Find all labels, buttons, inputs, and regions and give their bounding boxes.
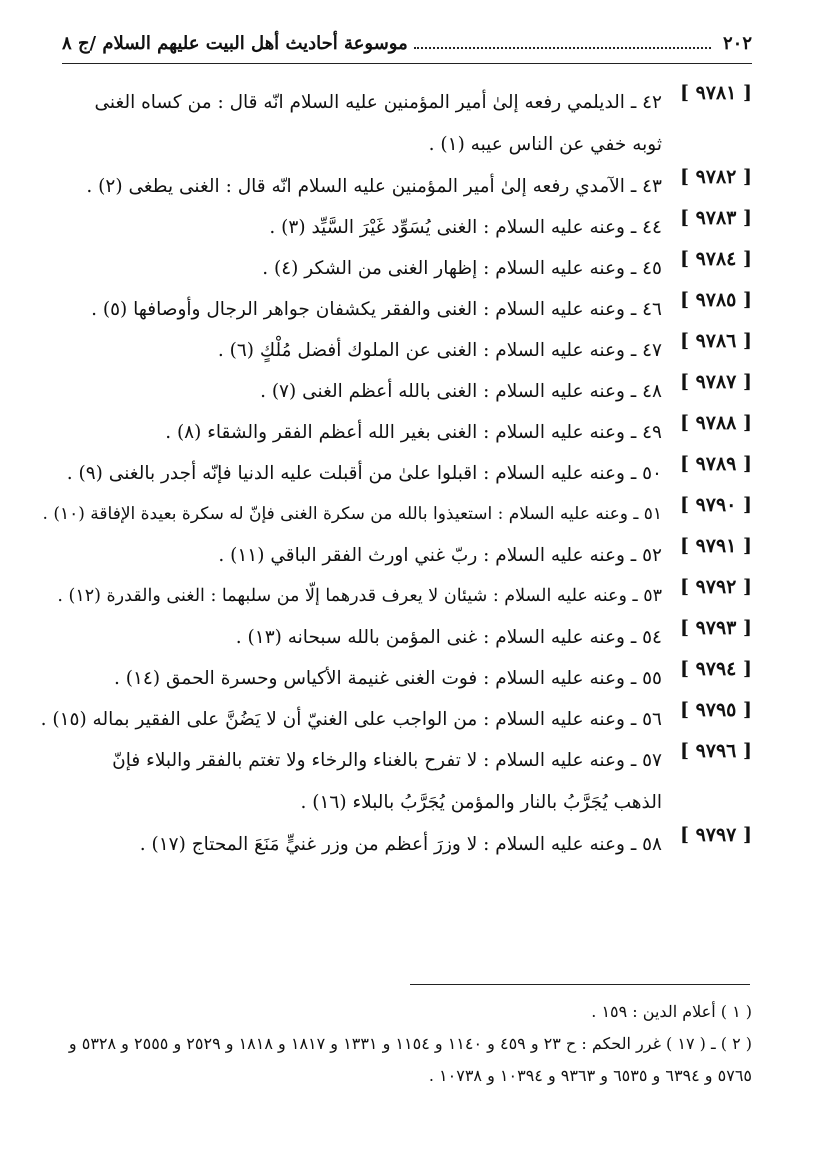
- hadith-number: [ ٩٧٩٣ ]: [679, 617, 752, 639]
- hadith-number: [ ٩٧٨٢ ]: [679, 166, 752, 188]
- hadith-text: ٤٨ ـ وعنه عليه السلام : الغنى بالله أعظم الغنى (٧) .: [260, 381, 662, 402]
- hadith-entry: [62, 535, 752, 576]
- hadith-list: [40, 82, 752, 865]
- hadith-number: [ ٩٧٨٩ ]: [679, 453, 752, 475]
- hadith-number: [ ٩٧٨٣ ]: [679, 207, 752, 229]
- hadith-text: ٤٥ ـ وعنه عليه السلام : إظهار الغنى من الشكر (٤) .: [262, 258, 662, 279]
- hadith-text: ٥٨ ـ وعنه عليه السلام : لا وزرَ أعظم من وزر غنيٍّ مَنَعَ المحتاج (١٧) .: [139, 834, 662, 855]
- hadith-entry: [62, 412, 752, 453]
- hadith-text: ٤٦ ـ وعنه عليه السلام : الغنى والفقر يكشفان جواهر الرجال وأوصافها (٥) .: [91, 299, 662, 320]
- hadith-text: ٥٤ ـ وعنه عليه السلام : غنى المؤمن بالله سبحانه (١٣) .: [235, 627, 662, 648]
- hadith-entry: [62, 740, 752, 824]
- hadith-number: [ ٩٧٩٠ ]: [679, 494, 752, 516]
- hadith-number: [ ٩٧٨١ ]: [679, 82, 752, 104]
- hadith-entry: [62, 207, 752, 248]
- hadith-text: ٥٢ ـ وعنه عليه السلام : ربّ غني اورث الفقر الباقي (١١) .: [218, 545, 662, 566]
- hadith-text: ٥٧ ـ وعنه عليه السلام : لا تفرح بالغناء والرخاء ولا تغتم بالفقر والبلاء فإنّ الذهب يُجَرَّبُ بالنار والمؤمن يُجَرَّبُ بالبلاء (١٦) .: [112, 750, 662, 813]
- running-title: موسوعة أحاديث أهل البيت عليهم السلام /ج ٨: [62, 32, 408, 54]
- hadith-entry: [62, 166, 752, 207]
- hadith-text: ٥٦ ـ وعنه عليه السلام : من الواجب على الغنيّ أن لا يَضُنَّ على الفقير بماله (١٥) .: [40, 709, 662, 730]
- hadith-entry: [62, 617, 752, 658]
- hadith-entry: [62, 658, 752, 699]
- hadith-text: ٥١ ـ وعنه عليه السلام : استعيذوا بالله من سكرة الغنى فإنّ له سكرة بعيدة الإفاقة (١٠) .: [42, 504, 662, 524]
- hadith-text: ٤٤ ـ وعنه عليه السلام : الغنى يُسَوِّد غَيْرَ السَّيِّد (٣) .: [269, 217, 662, 238]
- page-header: [62, 26, 752, 60]
- hadith-entry: [62, 453, 752, 494]
- footnote: ( ٢ ) ـ ( ١٧ ) غرر الحكم : ح ٢٣ و ٤٥٩ و ١١٤٠ و ١١٥٤ و ١٣٣١ و ١٨١٧ و ١٨١٨ و ٢٥٢٩ و ٢٥٥٥ و ٥٣٢٨ و ٥٧٦٥ و ٦٣٩٤ و ٦٥٣٥ و ٩٣٦٣ و ١٠٣٩٤ و ١٠٧٣٨ .: [68, 1034, 752, 1085]
- footnote-separator: [410, 984, 750, 985]
- hadith-entry: [62, 330, 752, 371]
- hadith-text: ٤٩ ـ وعنه عليه السلام : الغنى بغير الله أعظم الفقر والشقاء (٨) .: [165, 422, 662, 443]
- hadith-entry: [62, 82, 752, 166]
- hadith-number: [ ٩٧٨٥ ]: [679, 289, 752, 311]
- page-number: ٢٠٢: [722, 32, 752, 54]
- hadith-number: [ ٩٧٩١ ]: [679, 535, 752, 557]
- hadith-entry: [62, 371, 752, 412]
- hadith-entry: [62, 289, 752, 330]
- hadith-entry: [40, 699, 752, 740]
- hadith-number: [ ٩٧٩٤ ]: [679, 658, 752, 680]
- hadith-number: [ ٩٧٨٤ ]: [679, 248, 752, 270]
- hadith-text: ٤٧ ـ وعنه عليه السلام : الغنى عن الملوك أفضل مُلْكٍ (٦) .: [217, 340, 662, 361]
- hadith-number: [ ٩٧٩٧ ]: [679, 824, 752, 846]
- header-rule: [62, 63, 752, 64]
- hadith-number: [ ٩٧٨٧ ]: [679, 371, 752, 393]
- hadith-number: [ ٩٧٨٨ ]: [679, 412, 752, 434]
- header-dot-leader: [414, 47, 711, 49]
- hadith-text: ٤٣ ـ الآمدي رفعه إلىٰ أمير المؤمنين عليه السلام انّه قال : الغنى يطغى (٢) .: [86, 176, 662, 197]
- hadith-text: ٥٥ ـ وعنه عليه السلام : فوت الغنى غنيمة الأكياس وحسرة الحمق (١٤) .: [114, 668, 662, 689]
- hadith-entry: [57, 576, 752, 617]
- hadith-entry: [42, 494, 752, 535]
- hadith-number: [ ٩٧٩٢ ]: [679, 576, 752, 598]
- hadith-entry: [62, 824, 752, 865]
- hadith-text: ٥٠ ـ وعنه عليه السلام : اقبلوا علىٰ من أقبلت عليه الدنيا فإنّه أجدر بالغنى (٩) .: [66, 463, 662, 484]
- hadith-number: [ ٩٧٩٦ ]: [679, 740, 752, 762]
- hadith-text: ٤٢ ـ الديلمي رفعه إلىٰ أمير المؤمنين عليه السلام انّه قال : من كساه الغنى ثوبه خفي عن الناس عيبه (١) .: [94, 92, 662, 155]
- hadith-text: ٥٣ ـ وعنه عليه السلام : شيئان لا يعرف قدرهما إلّا من سلبهما : الغنى والقدرة (١٢) .: [57, 586, 662, 606]
- hadith-number: [ ٩٧٩٥ ]: [679, 699, 752, 721]
- footnotes: [62, 996, 752, 1092]
- hadith-entry: [62, 248, 752, 289]
- hadith-number: [ ٩٧٨٦ ]: [679, 330, 752, 352]
- footnote: ( ١ ) أعلام الدين : ١٥٩ .: [591, 1002, 752, 1021]
